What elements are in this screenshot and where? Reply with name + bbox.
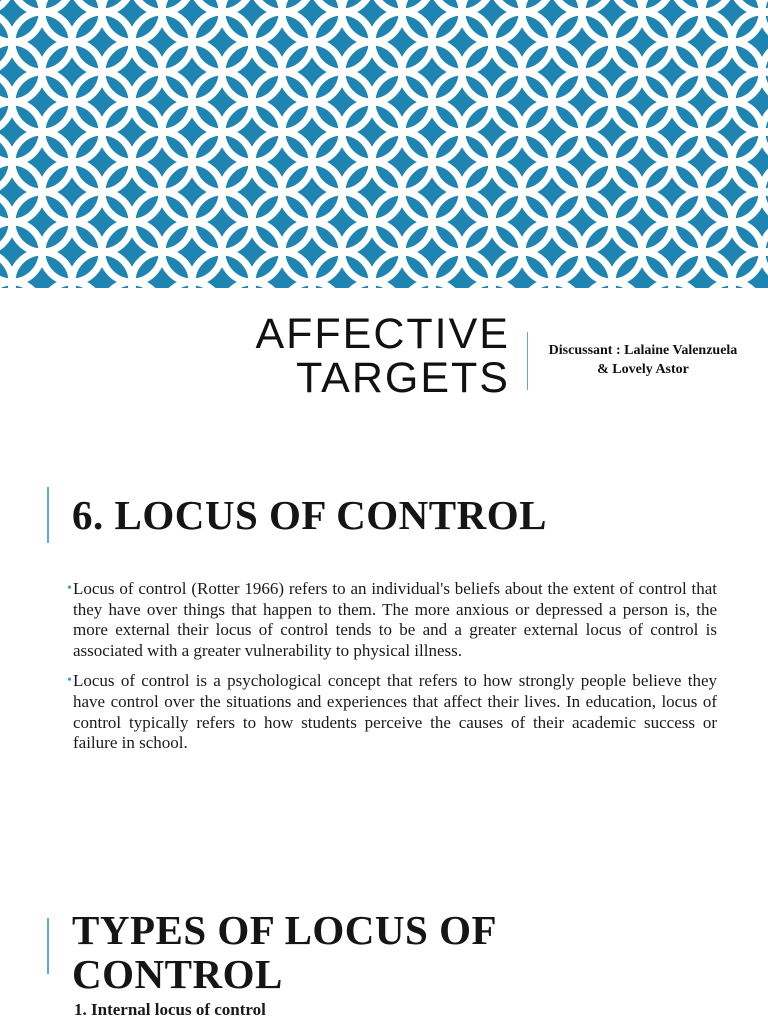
discussant-line-2: & Lovely Astor (597, 362, 689, 377)
section-heading-types (72, 908, 497, 996)
section-accent-bar (47, 918, 49, 974)
bullet-text: Locus of control (Rotter 1966) refers to an individual's beliefs about the extent of control that they have over things that happen to them. The more anxious or depressed a person is, the more external their locus of control tends to be and a greater external locus of control is associated with a greater vulnerability to physical illness. (73, 579, 717, 660)
section-heading-locus-of-control: 6. LOCUS OF CONTROL (72, 492, 547, 538)
decorative-pattern-banner (0, 0, 768, 288)
title-slide (0, 288, 768, 448)
section-accent-bar (47, 487, 49, 543)
bullet-list (56, 579, 717, 764)
section-heading-line-1: TYPES OF LOCUS OF (72, 907, 498, 953)
bullet-item (56, 671, 717, 753)
title-divider (527, 332, 528, 390)
slide-title (255, 312, 510, 400)
circle-lattice-pattern (0, 0, 768, 288)
subitem-internal-locus: 1. Internal locus of control (74, 1000, 266, 1019)
slide-title-line-1: AFFECTIVE (255, 310, 510, 358)
bullet-dot-icon: • (67, 581, 72, 596)
slide-title-line-2: TARGETS (296, 354, 510, 402)
section-heading-line-2: CONTROL (72, 951, 283, 997)
discussant-credit (540, 341, 746, 379)
discussant-line-1: Discussant : Lalaine Valenzuela (548, 343, 738, 358)
bullet-text: Locus of control is a psychological concept that refers to how strongly people believe they have control over the situations and experiences that affect their lives. In education, locus of control typically refers to how students perceive the causes of their academic success or failure in school. (73, 671, 717, 753)
bullet-item (56, 579, 717, 661)
bullet-dot-icon: • (67, 673, 72, 689)
